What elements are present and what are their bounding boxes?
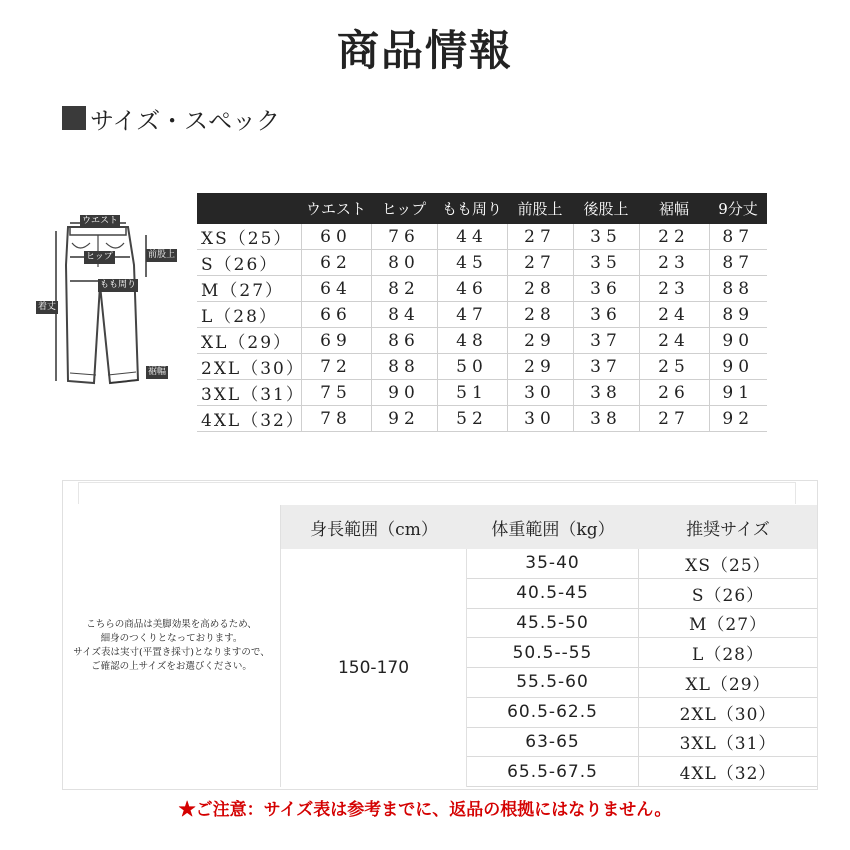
recommended-size-cell: L（28） xyxy=(692,645,764,666)
note-line: 細身のつくりとなっております。 xyxy=(100,633,243,644)
measurement-cell: 27 xyxy=(639,406,709,432)
square-bullet-icon xyxy=(62,106,86,130)
size-label-cell: 3XL（31） xyxy=(197,380,301,406)
diagram-label-length: 着丈 xyxy=(38,302,57,312)
diagram-label-hem: 裾幅 xyxy=(148,367,167,377)
recommendation-row xyxy=(467,638,817,668)
table-header-cell: ウエスト xyxy=(301,193,371,224)
table-header-cell: 裾幅 xyxy=(639,193,709,224)
measurement-cell: 28 xyxy=(507,276,573,302)
measurement-cell: 38 xyxy=(573,406,639,432)
table-header-cell xyxy=(197,193,301,224)
table-row xyxy=(197,380,767,406)
measurement-cell: 47 xyxy=(437,302,507,328)
measurement-cell: 22 xyxy=(639,224,709,250)
diagram-label-hip: ヒップ xyxy=(86,252,113,262)
measurement-cell: 88 xyxy=(709,276,767,302)
header-height-range: 身長範囲（cm） xyxy=(281,505,467,549)
measurement-cell: 36 xyxy=(573,302,639,328)
measurement-cell: 29 xyxy=(507,328,573,354)
measurement-cell: 90 xyxy=(709,328,767,354)
weight-range-cell: 45.5-50 xyxy=(467,609,639,638)
measurement-cell: 72 xyxy=(301,354,371,380)
size-label-cell: S（26） xyxy=(197,250,301,276)
measurement-cell: 37 xyxy=(573,328,639,354)
measurement-cell: 37 xyxy=(573,354,639,380)
table-header-cell: 9分丈 xyxy=(709,193,767,224)
measurement-cell: 46 xyxy=(437,276,507,302)
measurement-cell: 86 xyxy=(371,328,437,354)
measurement-cell: 84 xyxy=(371,302,437,328)
measurement-cell: 25 xyxy=(639,354,709,380)
note-line: ご確認の上サイズをお選びください。 xyxy=(91,661,252,672)
table-row xyxy=(197,302,767,328)
measurement-cell: 52 xyxy=(437,406,507,432)
measurement-cell: 90 xyxy=(709,354,767,380)
measurement-cell: 69 xyxy=(301,328,371,354)
recommended-size-cell: 4XL（32） xyxy=(679,764,777,785)
size-spec-table xyxy=(197,193,767,432)
weight-range-cell: 50.5--55 xyxy=(467,638,639,667)
measurement-cell: 92 xyxy=(709,406,767,432)
weight-range-cell: 65.5-67.5 xyxy=(467,757,639,786)
table-row xyxy=(197,250,767,276)
section-heading xyxy=(62,104,281,135)
size-label-cell: 2XL（30） xyxy=(197,354,301,380)
measurement-cell: 92 xyxy=(371,406,437,432)
size-label-cell: XS（25） xyxy=(197,224,301,250)
height-range-value: 150-170 xyxy=(281,549,467,787)
header-weight-range: 体重範囲（kg） xyxy=(467,505,639,549)
measurement-cell: 50 xyxy=(437,354,507,380)
recommendation-row xyxy=(467,549,817,579)
measurement-cell: 30 xyxy=(507,406,573,432)
header-recommended-size: 推奨サイズ xyxy=(639,505,817,549)
size-label-cell: 4XL（32） xyxy=(197,406,301,432)
measurement-cell: 87 xyxy=(709,250,767,276)
measurement-cell: 80 xyxy=(371,250,437,276)
recommended-size-cell: S（26） xyxy=(691,585,765,606)
measurement-cell: 29 xyxy=(507,354,573,380)
recommendation-row xyxy=(467,579,817,609)
recommendation-rows xyxy=(467,549,817,787)
table-row xyxy=(197,276,767,302)
measurement-cell: 62 xyxy=(301,250,371,276)
measurement-cell: 27 xyxy=(507,224,573,250)
panel-top-strip xyxy=(78,482,796,504)
measurement-cell: 66 xyxy=(301,302,371,328)
size-label-cell: L（28） xyxy=(197,302,301,328)
pants-icon xyxy=(10,205,190,390)
measurement-cell: 75 xyxy=(301,380,371,406)
section-heading-label: サイズ・スペック xyxy=(90,106,281,135)
measurement-cell: 23 xyxy=(639,276,709,302)
measurement-cell: 24 xyxy=(639,302,709,328)
measurement-cell: 76 xyxy=(371,224,437,250)
pants-diagram xyxy=(10,205,190,390)
table-row xyxy=(197,224,767,250)
note-line: こちらの商品は美脚効果を高めるため、 xyxy=(86,619,257,630)
table-header-cell: ヒップ xyxy=(371,193,437,224)
table-row xyxy=(197,406,767,432)
weight-range-cell: 35-40 xyxy=(467,549,639,578)
recommendation-row xyxy=(467,668,817,698)
table-row xyxy=(197,328,767,354)
recommendation-row xyxy=(467,609,817,639)
measurement-cell: 90 xyxy=(371,380,437,406)
size-label-cell: XL（29） xyxy=(197,328,301,354)
weight-range-cell: 40.5-45 xyxy=(467,579,639,608)
recommended-size-cell: 2XL（30） xyxy=(679,704,777,725)
weight-range-cell: 60.5-62.5 xyxy=(467,698,639,727)
note-line: サイズ表は実寸(平置き採寸)となりますので、 xyxy=(73,647,270,658)
recommended-size-cell: XL（29） xyxy=(685,674,771,695)
measurement-cell: 35 xyxy=(573,250,639,276)
measurement-cell: 44 xyxy=(437,224,507,250)
measurement-cell: 27 xyxy=(507,250,573,276)
recommended-size-cell: XS（25） xyxy=(685,555,771,576)
measurement-cell: 48 xyxy=(437,328,507,354)
weight-range-cell: 63-65 xyxy=(467,728,639,757)
measurement-cell: 82 xyxy=(371,276,437,302)
diagram-label-thigh: もも周り xyxy=(100,280,137,290)
measurement-cell: 91 xyxy=(709,380,767,406)
fit-note xyxy=(63,505,281,787)
table-header-cell: 後股上 xyxy=(573,193,639,224)
recommendation-row xyxy=(467,728,817,758)
measurement-cell: 24 xyxy=(639,328,709,354)
recommendation-row xyxy=(467,698,817,728)
measurement-cell: 38 xyxy=(573,380,639,406)
diagram-label-waist: ウエスト xyxy=(82,216,119,226)
table-header-cell: もも周り xyxy=(437,193,507,224)
table-row xyxy=(197,354,767,380)
measurement-cell: 30 xyxy=(507,380,573,406)
diagram-label-rise: 前股上 xyxy=(148,250,176,260)
measurement-cell: 36 xyxy=(573,276,639,302)
recommended-size-cell: M（27） xyxy=(688,615,768,636)
measurement-cell: 60 xyxy=(301,224,371,250)
measurement-cell: 28 xyxy=(507,302,573,328)
measurement-cell: 78 xyxy=(301,406,371,432)
size-label-cell: M（27） xyxy=(197,276,301,302)
measurement-cell: 23 xyxy=(639,250,709,276)
table-header-row xyxy=(197,193,767,224)
page-title: 商品情報 xyxy=(336,26,513,75)
measurement-cell: 35 xyxy=(573,224,639,250)
caution-notice: ★ご注意：サイズ表は参考までに、返品の根拠にはなりません。 xyxy=(178,800,672,820)
table-header-cell: 前股上 xyxy=(507,193,573,224)
measurement-cell: 51 xyxy=(437,380,507,406)
weight-range-cell: 55.5-60 xyxy=(467,668,639,697)
measurement-cell: 87 xyxy=(709,224,767,250)
recommended-size-cell: 3XL（31） xyxy=(679,734,777,755)
measurement-cell: 88 xyxy=(371,354,437,380)
measurement-cell: 26 xyxy=(639,380,709,406)
measurement-cell: 64 xyxy=(301,276,371,302)
measurement-cell: 45 xyxy=(437,250,507,276)
measurement-cell: 89 xyxy=(709,302,767,328)
recommendation-row xyxy=(467,757,817,787)
